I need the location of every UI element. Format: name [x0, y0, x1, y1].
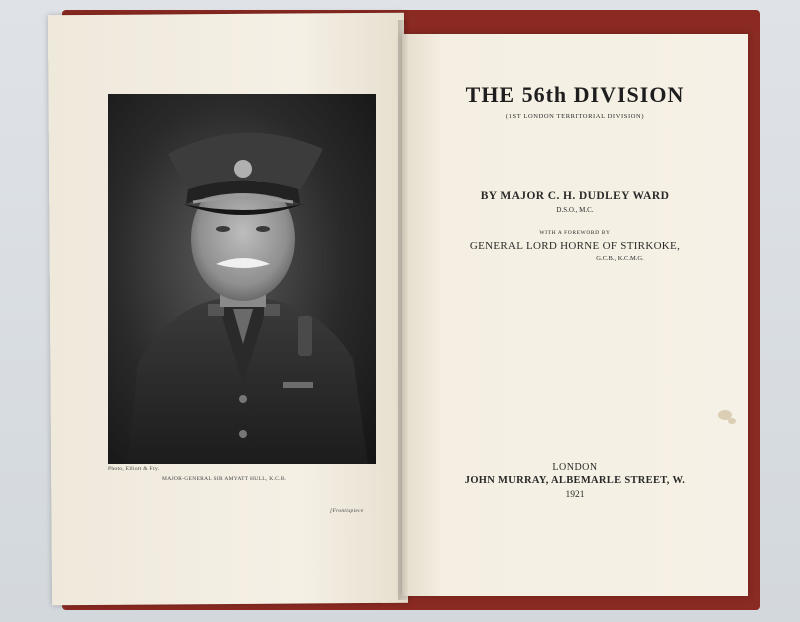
book-subtitle: (1ST LONDON TERRITORIAL DIVISION) — [505, 113, 645, 120]
foreword-honours: G.C.B., K.C.M.G. — [596, 255, 644, 262]
photo-credit: Photo, Elliott & Fry. — [108, 466, 160, 472]
portrait-caption: MAJOR-GENERAL SIR AMYATT HULL, K.C.B. — [162, 476, 287, 482]
publisher-city: LONDON — [552, 462, 598, 473]
foreword-intro: WITH A FOREWORD BY — [539, 230, 611, 236]
frontispiece-label: [Frontispiece — [330, 508, 364, 514]
foxing-spot — [728, 418, 736, 424]
foreword-author: GENERAL LORD HORNE OF STIRKOKE, — [469, 240, 681, 252]
officer-portrait-image — [108, 94, 376, 464]
frontispiece-portrait — [108, 94, 376, 464]
author-line: BY MAJOR C. H. DUDLEY WARD — [480, 190, 670, 202]
publication-year: 1921 — [565, 490, 585, 500]
publisher-name: JOHN MURRAY, ALBEMARLE STREET, W. — [464, 475, 686, 486]
author-honours: D.S.O., M.C. — [556, 206, 594, 214]
book-title: THE 56th DIVISION — [465, 82, 685, 107]
